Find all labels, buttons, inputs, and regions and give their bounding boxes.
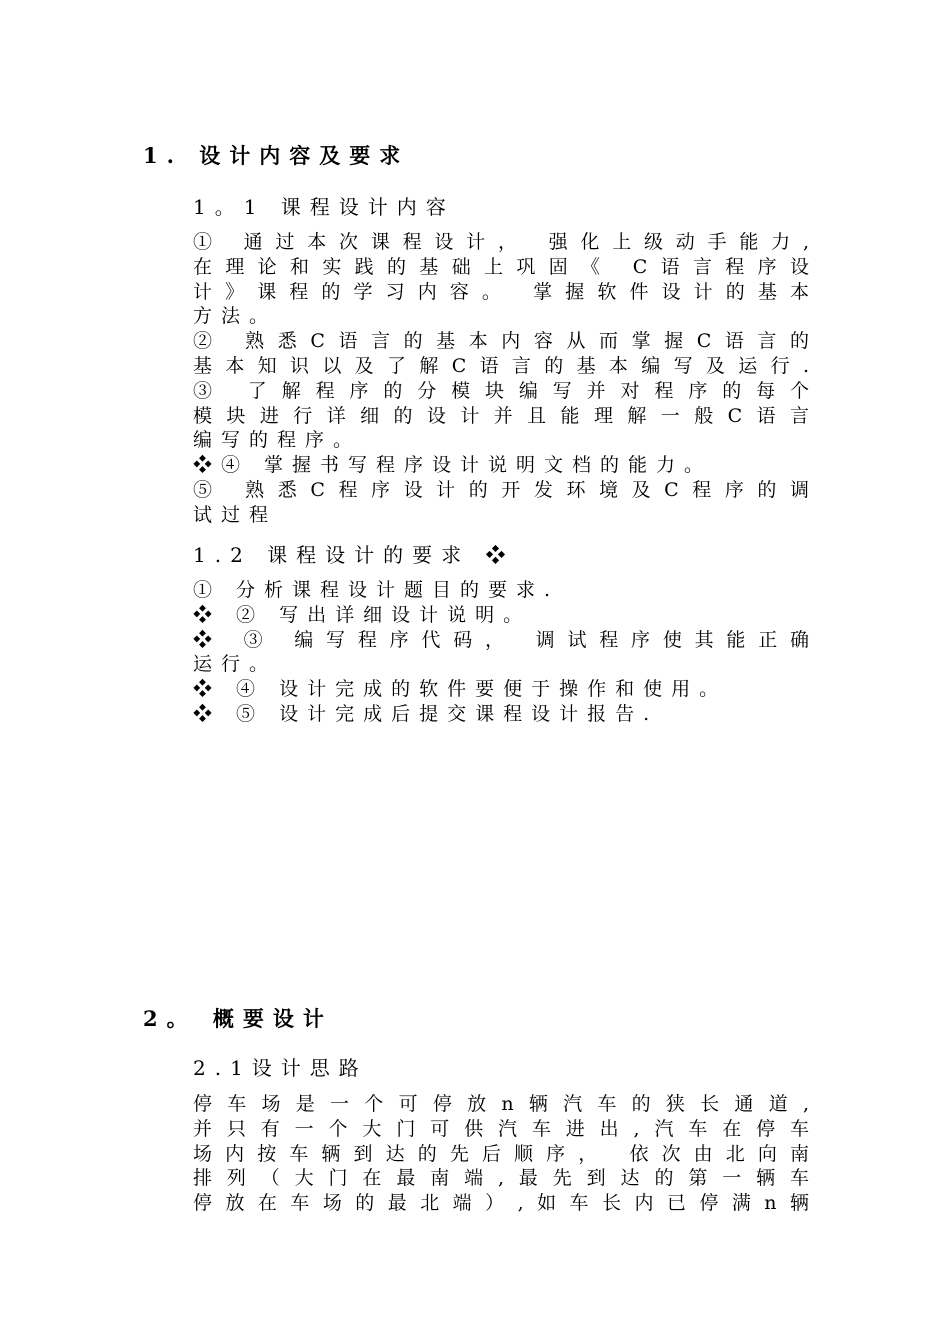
text-line: 试过程 [193,503,278,526]
subsection-2-1-title: 2.1设计思路 [193,1056,368,1080]
subsection-1-1-title: 1。1 课程设计内容 [193,195,455,219]
list-item: ❖ ③ 编写程序代码， 调试程序使其能正确 [193,628,818,651]
course-content-paragraph [193,230,818,528]
text-line: 停放在车场的最北端）,如车长内已停满n辆 [193,1192,818,1215]
text-line: 编写的程序。 [193,429,362,452]
subsection-1-2-title: 1.2 课程设计的要求 ❖ [193,543,515,567]
section-1-title: 1. 设计内容及要求 [143,143,410,168]
text-line: 停车场是一个可停放n辆汽车的狭长通道, [193,1093,818,1115]
text-line: ❖④ 掌握书写程序设计说明文档的能力。 [193,454,713,477]
text-line: ② 熟悉C语言的基本内容从而掌握C语言的 [193,330,818,353]
list-item: ① 分析课程设计题目的要求. [193,579,560,601]
text-line: 方法。 [193,305,278,328]
list-item: 运行。 [193,653,278,676]
text-line: ⑤ 熟悉C程序设计的开发环境及C程序的调 [193,478,818,501]
text-line: 场内按车辆到达的先后顺序， 依次由北向南 [193,1142,818,1165]
list-item: ❖ ⑤ 设计完成后提交课程设计报告. [193,702,659,725]
text-line: 在理论和实践的基础上巩固《 C语言程序设 [193,255,818,278]
text-line: 计》课程的学习内容。 掌握软件设计的基本 [193,280,818,303]
text-line: 排列（大门在最南端,最先到达的第一辆车 [193,1167,818,1190]
text-line: 并只有一个大门可供汽车进出,汽车在停车 [193,1117,818,1140]
text-line: 基本知识以及了解C语言的基本编写及运行. [193,354,818,377]
list-item: ❖ ④ 设计完成的软件要便于操作和使用。 [193,678,728,701]
section-2-title: 2。 概要设计 [143,1006,333,1031]
course-requirements-list [193,578,818,727]
text-line: ① 通过本次课程设计， 强化上级动手能力, [193,231,818,253]
list-item: ❖ ② 写出详细设计说明。 [193,603,532,626]
text-line: ③ 了解程序的分模块编写并对程序的每个 [193,379,818,402]
design-idea-paragraph [193,1092,818,1216]
text-line: 模块进行详细的设计并且能理解一般C语言 [193,404,818,427]
